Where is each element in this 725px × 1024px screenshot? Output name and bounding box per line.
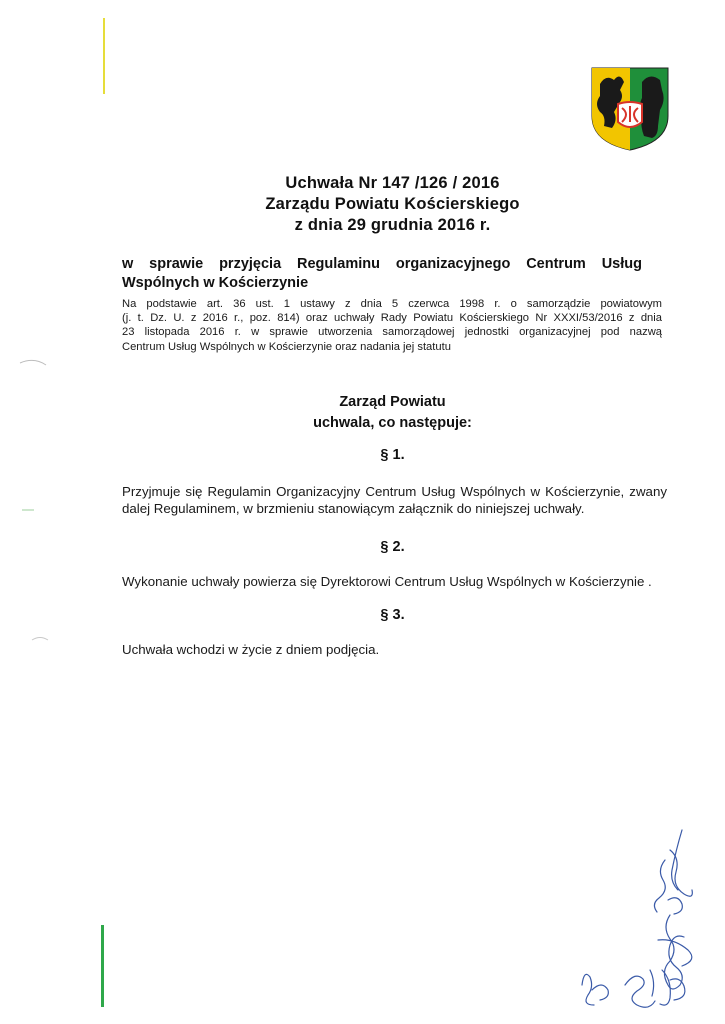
issuing-body: Zarządu Powiatu Kościerskiego [265, 195, 520, 213]
section-2-text: Wykonanie uchwały powierza się Dyrektorowi Centrum Usług Wspólnych w Kościerzynie . [122, 574, 652, 589]
resolving-body: Zarząd Powiatu [339, 394, 446, 410]
legal-basis [122, 297, 662, 354]
resolution-title [120, 173, 665, 236]
resolution-number: Uchwała Nr 147 /126 / 2016 [285, 174, 500, 192]
subject-line: w sprawie przyjęcia Regulaminu organizacyjnego Centrum Usług [122, 256, 642, 272]
legal-basis-line: 23 listopada 2016 r. w sprawie utworzenia samorządowej jednostki organizacyjnej pod nazwą [122, 326, 662, 339]
section-1-text: Przyjmuje się Regulamin Organizacyjny Centrum Usług Wspólnych w Kościerzynie, zwany dalej Regulaminem, w brzmieniu stanowiącym załącznik do niniejszej uchwały. [122, 484, 667, 516]
section-2-heading: § 2. [380, 539, 405, 555]
legal-basis-line: (j. t. Dz. U. z 2016 r., poz. 814) oraz uchwały Rady Powiatu Kościerskiego Nr XXXI/53/2016 z dnia [122, 312, 662, 325]
section-3-text: Uchwała wchodzi w życie z dniem podjęcia. [122, 642, 380, 657]
resolution-date: z dnia 29 grudnia 2016 r. [294, 216, 491, 234]
margin-marker-green [101, 925, 104, 1007]
resolving-formula: uchwala, co następuje: [313, 415, 472, 431]
margin-marker-yellow [103, 18, 105, 94]
legal-basis-line: Na podstawie art. 36 ust. 1 ustawy z dnia 5 czerwca 1998 r. o samorządzie powiatowym [122, 298, 662, 310]
section-1-heading: § 1. [380, 447, 405, 463]
handwritten-signatures [570, 820, 725, 1020]
legal-basis-line: Centrum Usług Wspólnych w Kościerzynie oraz nadania jej statutu [122, 340, 451, 353]
section-3-heading: § 3. [380, 607, 405, 623]
subject-line: Wspólnych w Kościerzynie [122, 275, 309, 291]
coat-of-arms-icon [588, 66, 672, 152]
resolving-clause [120, 392, 665, 434]
scan-edge-marks [0, 0, 60, 1024]
resolution-subject [122, 255, 642, 293]
